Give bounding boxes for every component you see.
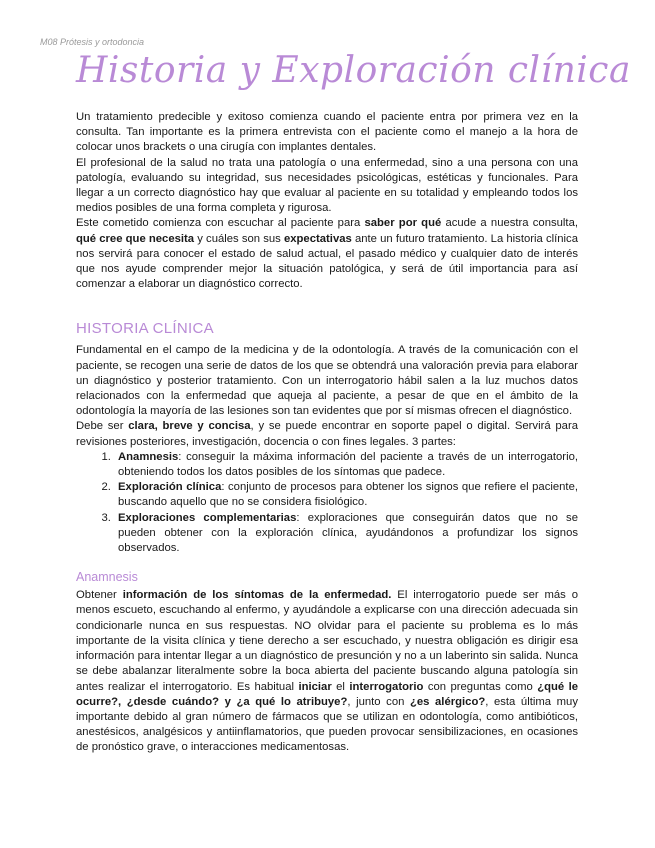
list-item bbox=[114, 480, 578, 510]
subsection-heading-anamnesis: Anamnesis bbox=[76, 570, 138, 585]
bold-phrase: ¿es alérgico? bbox=[409, 695, 486, 708]
text-run: , junto con bbox=[347, 695, 410, 708]
text-run: ante un futuro tratamiento. La historia clínica nos servirá para conocer el estado de salud actual, el pasado médico y cualquier dato de interés que nos ayude comprender mejor la situación patológica, y será de útil importancia para así comenzar a elaborar un diagnóstico correcto. bbox=[76, 232, 578, 291]
list-text: : conjunto de procesos para obtener los signos que refiere el paciente, buscando aquello que no se considera fisiológico. bbox=[118, 481, 578, 509]
list-term: Exploración clínica bbox=[118, 481, 222, 494]
list-text: : exploraciones que conseguirán datos que no se pueden obtener con la exploración clínica, ayudándonos a profundizar los signos observados. bbox=[118, 511, 578, 555]
anamnesis-paragraph bbox=[76, 588, 578, 755]
text-run: El interrogatorio puede ser más o menos escueto, escuchando al enfermo, y ayudándole a explicarse con una dirección adecuada sin condicionarle nunca en sus respuestas. NO olvidar para el paciente su problema es lo más importante de la visita clínica y tiene derecho a ser escuchado, y nuestra obligación es dirigir esa información para intentar llegar a un diagnóstico de presunción y no a un laberinto sin salida. Nunca se debe abalanzar literalmente sobre la boca abierta del paciente buscando alguna patología sin antes realizar el interrogatorio. Es habitual bbox=[76, 589, 578, 693]
text-run: Este cometido comienza con escuchar al paciente para bbox=[76, 217, 365, 230]
document-body bbox=[76, 110, 578, 756]
bold-phrase: interrogatorio bbox=[349, 680, 424, 693]
parts-list bbox=[76, 450, 578, 556]
historia-paragraph-2 bbox=[76, 419, 578, 449]
bold-phrase: qué cree que necesita bbox=[76, 232, 195, 245]
text-run: , esta última muy importante debido al gran número de fármacos que se utilizan en odontología, como antibióticos, anestésicos, analgésicos y antiinflamatorios, que pueden provocar sensibilizaciones, en ocasiones de pronóstico grave, o interacciones medicamentosas. bbox=[76, 695, 578, 754]
bold-phrase: saber por qué bbox=[364, 217, 442, 230]
list-text: : conseguir la máxima información del paciente a través de un interrogatorio, obteniendo todos los datos posibles de los síntomas que padece. bbox=[118, 450, 578, 479]
intro-paragraph-1: Un tratamiento predecible y exitoso comienza cuando el paciente entra por primera vez en la consulta. Tan importante es la primera entrevista con el paciente como el manejo a la hora de colocar unos brackets o una cirugía con implantes dentales. bbox=[76, 111, 578, 154]
text-run: acude a nuestra consulta, bbox=[441, 217, 578, 230]
list-term: Anamnesis bbox=[118, 450, 179, 463]
list-item bbox=[114, 511, 578, 557]
text-run: el bbox=[331, 680, 350, 693]
running-header: M08 Prótesis y ortodoncia bbox=[40, 37, 145, 47]
text-run: y cuáles son sus bbox=[194, 232, 284, 245]
bold-phrase: información de los síntomas de la enfermedad. bbox=[122, 589, 392, 602]
intro-paragraph-2: El profesional de la salud no trata una patología o una enfermedad, sino a una persona con una patología, evaluando su integridad, sus necesidades psicológicas, estéticas y funcionales. Para llegar a un correcto diagnóstico hay que evaluar al paciente en su totalidad y empleando todos los medios posibles de una forma completa y rigurosa. bbox=[76, 156, 578, 215]
bold-phrase: ¿qué le ocurre?, ¿desde cuándo? y ¿a qué lo atribuye? bbox=[76, 680, 579, 708]
text-run: , y se puede encontrar en soporte papel o digital. Servirá para revisiones posteriores, investigación, docencia o con fines legales. 3 partes: bbox=[76, 420, 579, 448]
list-term: Exploraciones complementarias bbox=[118, 511, 297, 524]
bold-phrase: iniciar bbox=[298, 680, 332, 693]
section-heading-historia: HISTORIA CLÍNICA bbox=[76, 320, 214, 338]
bold-phrase: clara, breve y concisa bbox=[128, 420, 251, 433]
text-run: con preguntas como bbox=[423, 680, 538, 693]
intro-paragraph-3 bbox=[76, 216, 578, 292]
text-run: Obtener bbox=[76, 589, 123, 602]
historia-paragraph-1: Fundamental en el campo de la medicina y de la odontología. A través de la comunicación con el paciente, se recogen una serie de datos de los que se obtendrá una valoración previa para elaborar un diagnóstico y posterior tratamiento. Con un interrogatorio hábil salen a la luz muchos datos relacionados con la enfermedad que aqueja al paciente, a pesar de que en el ámbito de la odontología la mayoría de las lesiones son tan evidentes que por sí mismas ofrecen el diagnóstico. bbox=[76, 344, 578, 418]
page-title: Historia y Exploración clínica bbox=[76, 50, 631, 91]
list-item bbox=[114, 450, 578, 480]
bold-phrase: expectativas bbox=[283, 232, 352, 245]
text-run: Debe ser bbox=[76, 420, 129, 433]
